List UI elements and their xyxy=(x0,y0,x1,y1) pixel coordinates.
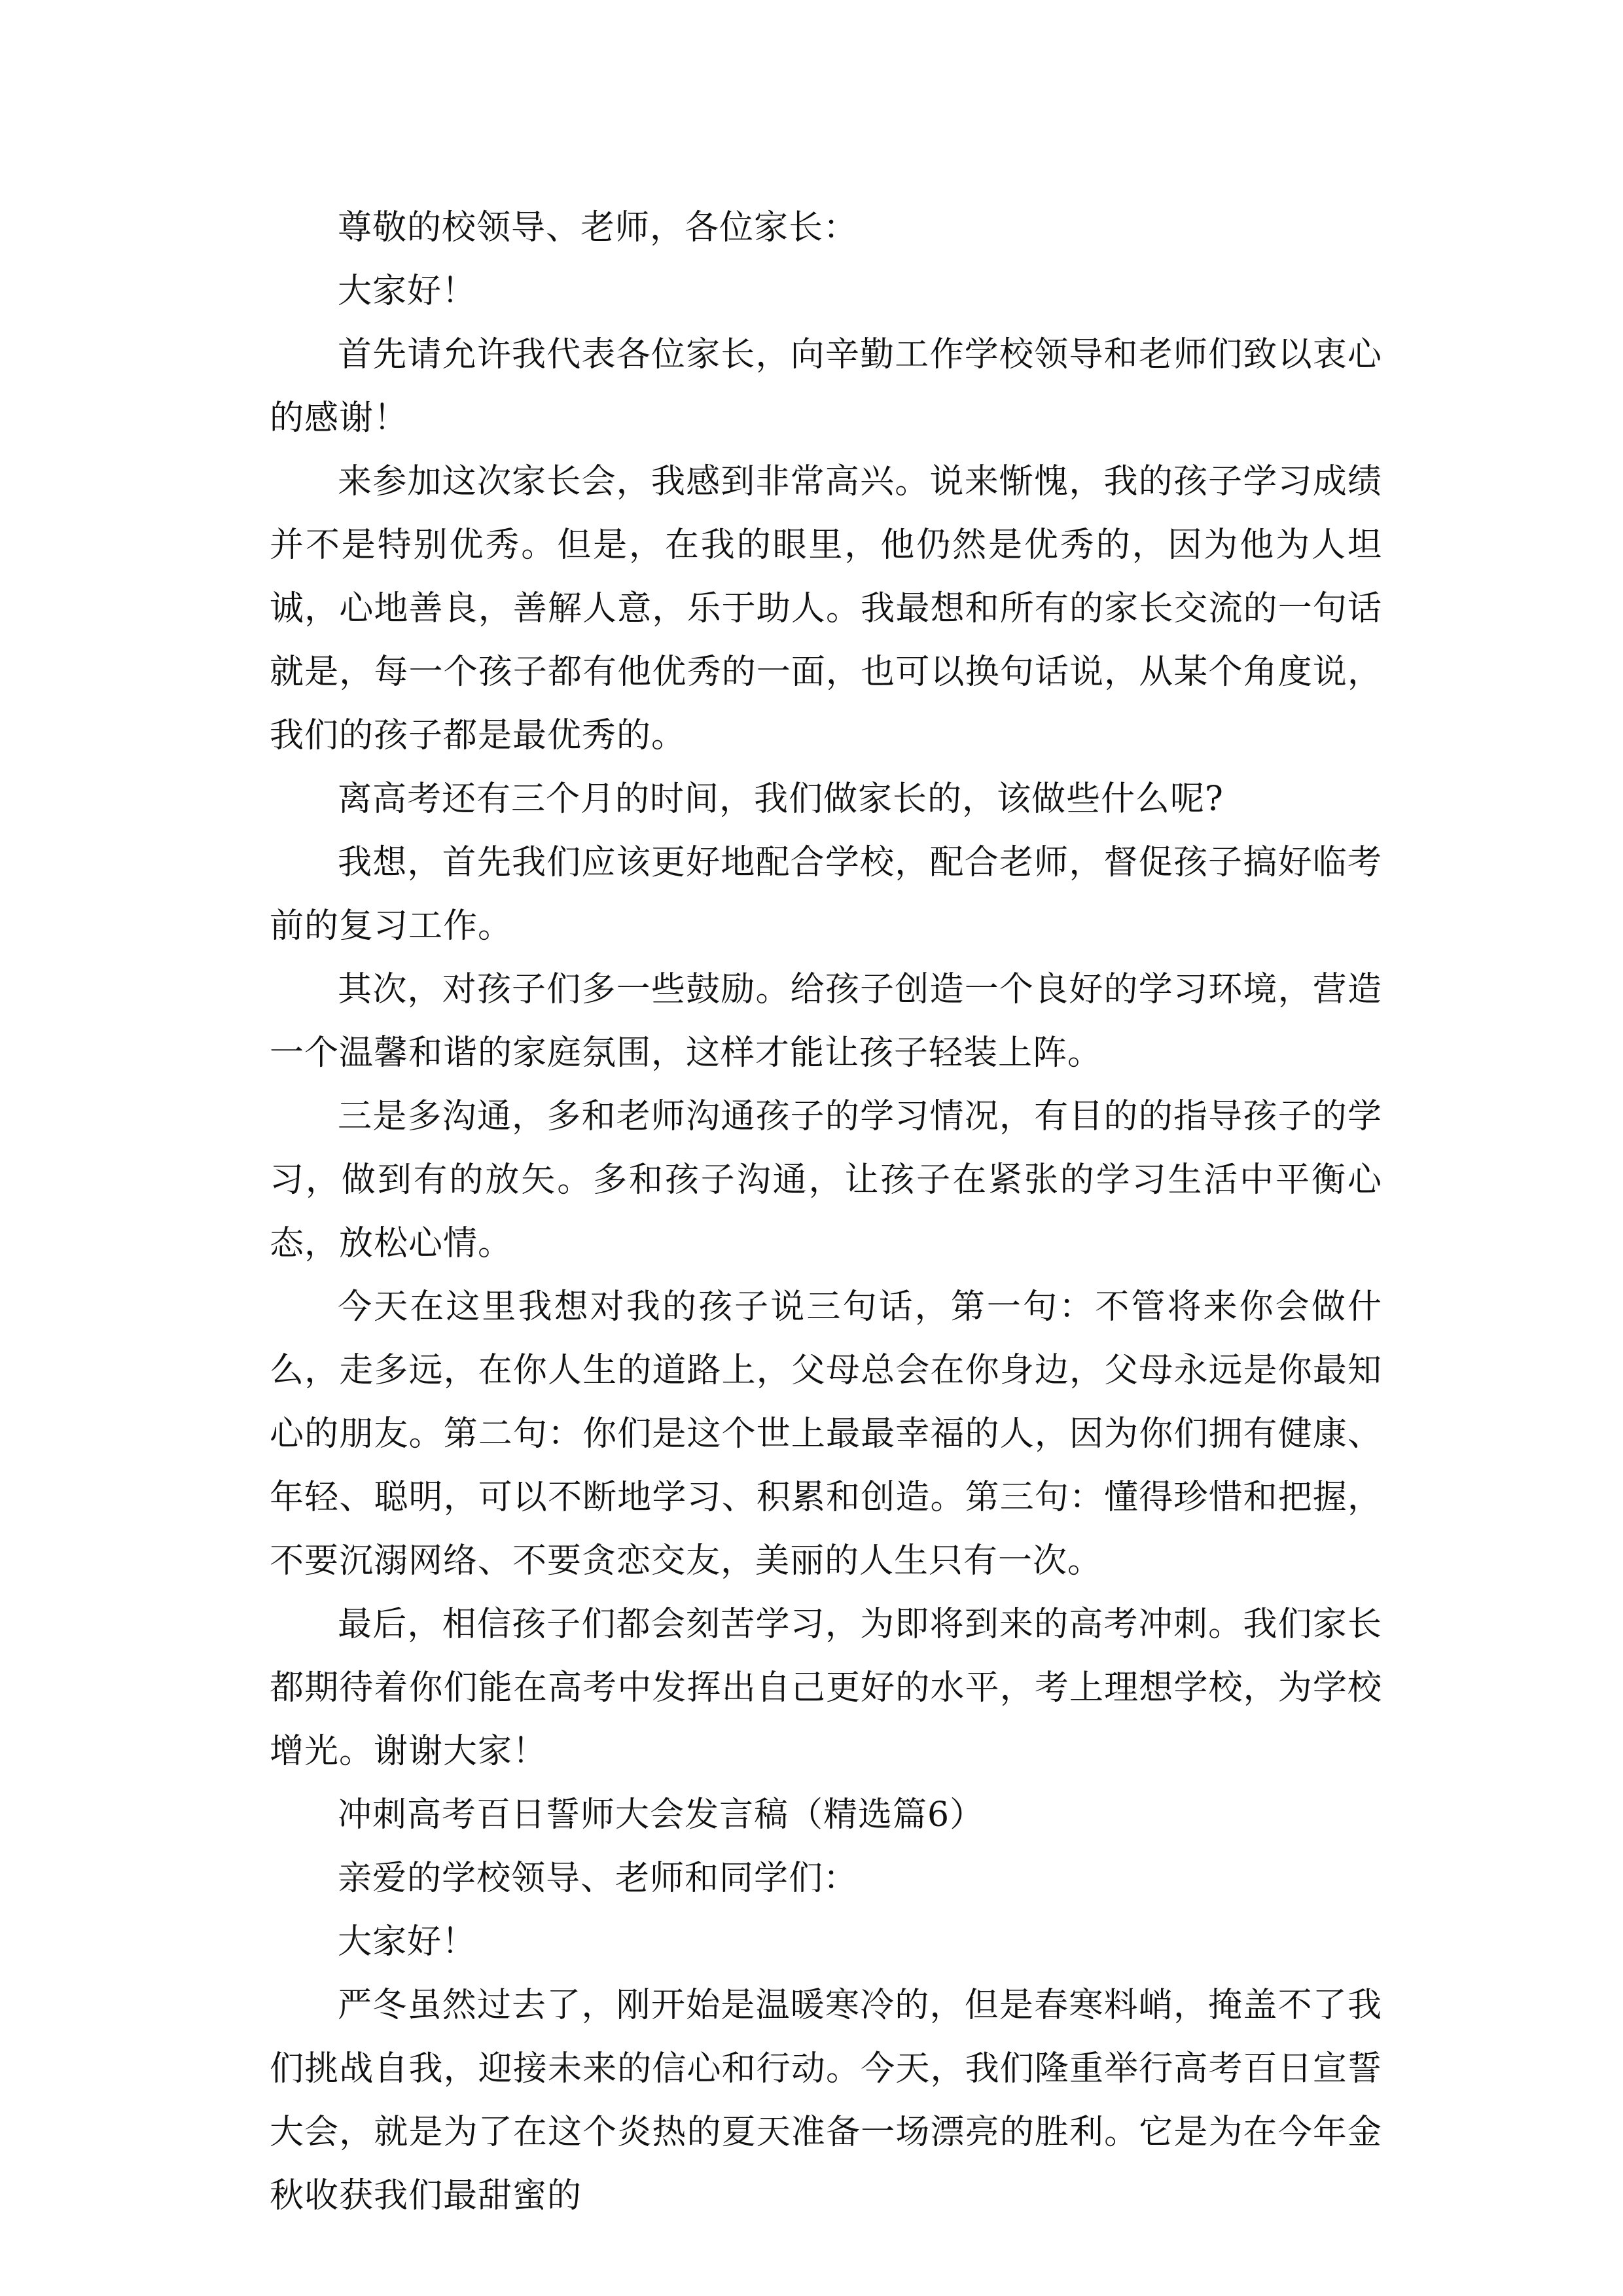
paragraph: 离高考还有三个月的时间，我们做家长的，该做些什么呢? xyxy=(338,780,1224,819)
greeting: 大家好！ xyxy=(338,272,477,311)
paragraph: 今天在这里我想对我的孩子说三句话，第一句：不管将来你会做什么，走多远，在你人生的道路上，父母总会在你身边，父母永远是你最知心的朋友。第二句：你们是这个世上最最幸福的人，因为你们拥有健康、年轻、聪明，可以不断地学习、积累和创造。第三句：懂得珍惜和把握，不要沉溺网络、不要贪恋交友，美丽的人生只有一次。 xyxy=(270,1287,1382,1581)
paragraph: 首先请允许我代表各位家长，向辛勤工作学校领导和老师们致以衷心的感谢！ xyxy=(270,335,1382,438)
salutation: 尊敬的校领导、老师，各位家长： xyxy=(338,208,859,247)
section-title: 冲刺高考百日誓师大会发言稿（精选篇6） xyxy=(338,1795,985,1835)
document-body xyxy=(270,196,1382,2228)
paragraph: 来参加这次家长会，我感到非常高兴。说来惭愧，我的孩子学习成绩并不是特别优秀。但是，在我的眼里，他仍然是优秀的，因为他为人坦诚，心地善良，善解人意，乐于助人。我最想和所有的家长交流的一句话就是，每一个孩子都有他优秀的一面，也可以换句话说，从某个角度说，我们的孩子都是最优秀的。 xyxy=(270,462,1382,755)
greeting: 大家好！ xyxy=(338,1922,477,1962)
salutation: 亲爱的学校领导、老师和同学们： xyxy=(338,1859,859,1898)
paragraph: 其次，对孩子们多一些鼓励。给孩子创造一个良好的学习环境，营造一个温馨和谐的家庭氛围，这样才能让孩子轻装上阵。 xyxy=(270,970,1382,1073)
paragraph: 严冬虽然过去了，刚开始是温暖寒冷的，但是春寒料峭，掩盖不了我们挑战自我，迎接未来的信心和行动。今天，我们隆重举行高考百日宣誓大会，就是为了在这个炎热的夏天准备一场漂亮的胜利。它是为在今年金秋收获我们最甜蜜的 xyxy=(270,1986,1382,2215)
paragraph: 我想，首先我们应该更好地配合学校，配合老师，督促孩子搞好临考前的复习工作。 xyxy=(270,843,1382,946)
paragraph: 三是多沟通，多和老师沟通孩子的学习情况，有目的的指导孩子的学习，做到有的放矢。多和孩子沟通，让孩子在紧张的学习生活中平衡心态，放松心情。 xyxy=(270,1097,1382,1263)
paragraph: 最后，相信孩子们都会刻苦学习，为即将到来的高考冲刺。我们家长都期待着你们能在高考中发挥出自己更好的水平，考上理想学校，为学校增光。谢谢大家！ xyxy=(270,1605,1382,1771)
